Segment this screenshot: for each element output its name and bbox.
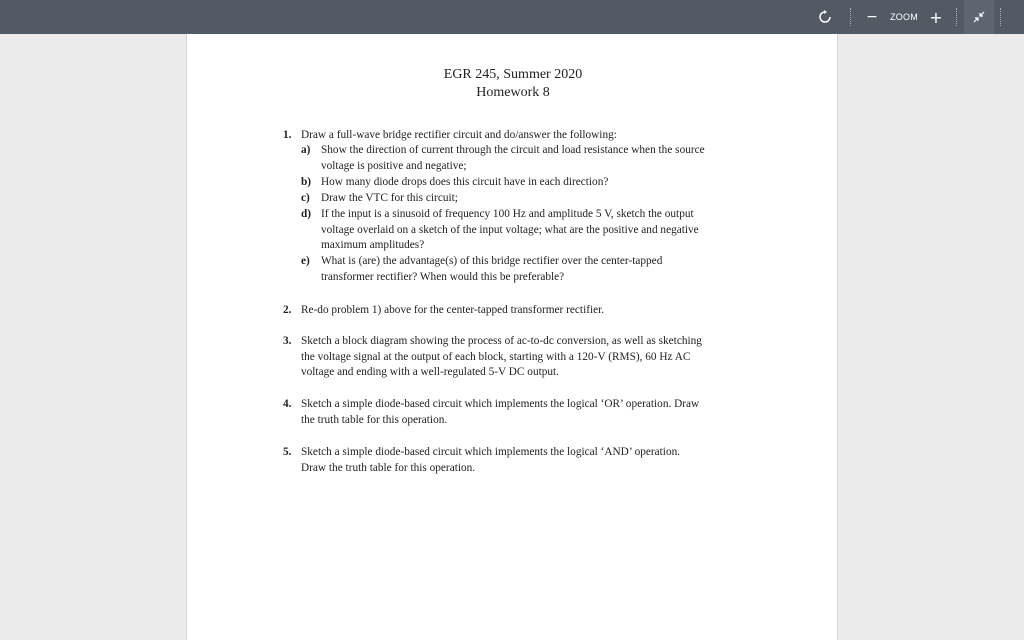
zoom-label: ZOOM [890,12,918,22]
part-label: c) [301,192,310,204]
question-text: Sketch a simple diode-based circuit which implements the logical ‘OR’ operation. Draw [301,398,700,410]
collapse-button[interactable] [964,0,994,34]
part-text: voltage overlaid on a sketch of the input voltage; what are the positive and negative [321,223,699,236]
rotate-button[interactable] [812,0,838,34]
part-text: Draw the VTC for this circuit; [321,192,458,204]
question-number: 1. [283,129,292,141]
question-number: 2. [283,304,292,316]
question-text: Draw the truth table for this operation. [301,461,476,474]
question-text: Re-do problem 1) above for the center-tapped transformer rectifier. [301,304,605,316]
question-text: the truth table for this operation. [301,413,448,426]
question-3 [283,334,763,382]
toolbar-divider [850,8,851,26]
collapse-icon [972,10,986,24]
part-text: transformer rectifier? When would this be preferable? [321,270,565,283]
question-1-part-d [301,207,771,255]
part-text: Show the direction of current through the circuit and load resistance when the source [321,144,705,156]
part-text: How many diode drops does this circuit have in each direction? [321,176,609,188]
part-label: e) [301,255,310,267]
question-1-part-c [301,191,771,207]
question-1-part-e [301,254,771,286]
question-5 [283,445,763,477]
document-title: EGR 245, Summer 2020 [443,67,583,82]
question-number: 3. [283,335,292,347]
question-text: the voltage signal at the output of each block, starting with a 120-V (RMS), 60 Hz AC [301,350,691,363]
question-text: Sketch a simple diode-based circuit which implements the logical ‘AND’ operation. [301,446,681,458]
question-number: 5. [283,446,292,458]
minus-icon: − [866,9,878,25]
question-1-part-b [301,175,771,191]
part-label: b) [301,176,312,188]
part-text: voltage is positive and negative; [321,159,467,172]
toolbar-divider [956,8,957,26]
question-1-part-a [301,143,771,175]
question-text: Draw a full-wave bridge rectifier circuit and do/answer the following: [301,129,617,141]
part-text: If the input is a sinusoid of frequency 100 Hz and amplitude 5 V, sketch the output [321,208,694,220]
part-text: maximum amplitudes? [321,239,425,252]
part-label: d) [301,208,312,220]
document-subtitle: Homework 8 [476,85,550,100]
question-text: Sketch a block diagram showing the process of ac-to-dc conversion, as well as sketching [301,335,702,347]
question-4 [283,397,763,429]
question-2 [283,303,763,319]
part-label: a) [301,144,311,156]
document-page [186,34,838,640]
question-text: voltage and ending with a well-regulated 5-V DC output. [301,366,559,379]
rotate-icon [818,10,832,24]
viewer-toolbar [0,0,1024,34]
question-1 [283,128,763,144]
plus-icon: + [929,7,943,27]
question-number: 4. [283,398,292,410]
zoom-out-button[interactable] [862,0,882,34]
zoom-in-button[interactable] [926,0,946,34]
part-text: What is (are) the advantage(s) of this bridge rectifier over the center-tapped [321,255,663,267]
toolbar-divider [1000,8,1001,26]
